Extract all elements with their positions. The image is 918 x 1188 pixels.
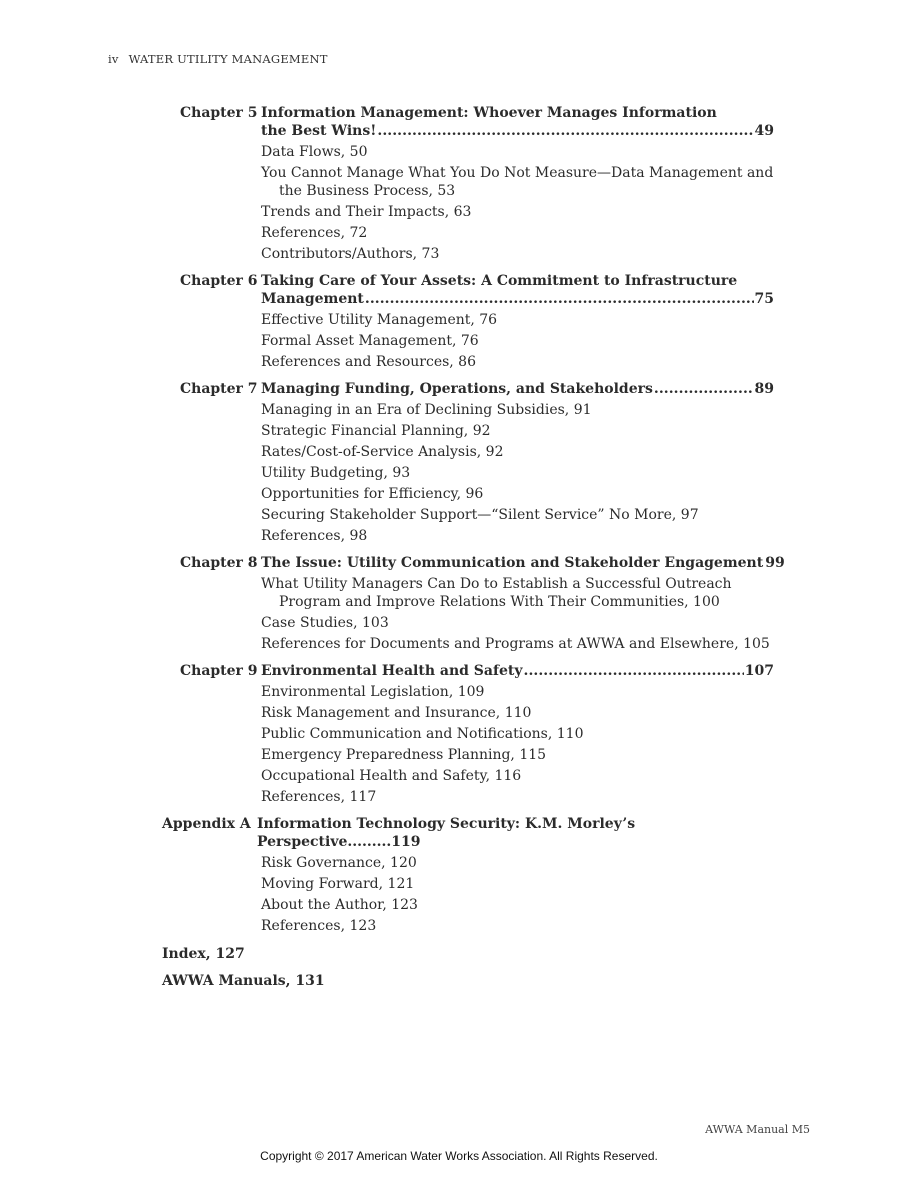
chapter-label: Chapter 8: [180, 555, 258, 571]
section-entry[interactable]: Formal Asset Management, 76: [261, 333, 479, 349]
section-entry[interactable]: References for Documents and Programs at AWWA and Elsewhere, 105: [261, 636, 770, 652]
dot-leader: [654, 380, 754, 398]
chapter-page-number: 89: [754, 381, 774, 397]
section-entry[interactable]: Public Communication and Notifications, 110: [261, 726, 584, 742]
section-entry[interactable]: What Utility Managers Can Do to Establish a Successful Outreach Program and Improve Relations With Their Communities, 100: [261, 576, 732, 610]
chapter-title-leader: [261, 290, 774, 308]
appendix-label: Appendix A: [162, 816, 251, 832]
back-matter-list: [162, 945, 325, 999]
chapter-page-number: 75: [754, 291, 774, 307]
section-entry[interactable]: Opportunities for Efficiency, 96: [261, 486, 484, 502]
section-entry[interactable]: Environmental Legislation, 109: [261, 684, 485, 700]
section-entry[interactable]: Risk Management and Insurance, 110: [261, 705, 532, 721]
toc-chapter-6: [0, 272, 918, 371]
running-head: [108, 52, 328, 66]
appendix-title[interactable]: [257, 815, 770, 851]
section-entry[interactable]: Strategic Financial Planning, 92: [261, 423, 491, 439]
chapter-title-line: The Issue: Utility Communication and Stakeholder Engagement: [261, 555, 764, 571]
chapter-title-line: Management: [261, 291, 364, 307]
chapter-title-line: Environmental Health and Safety: [261, 663, 523, 679]
section-entry[interactable]: Data Flows, 50: [261, 144, 368, 160]
section-entry[interactable]: Trends and Their Impacts, 63: [261, 204, 472, 220]
chapter-title-leader: [261, 662, 774, 680]
section-entry[interactable]: References, 72: [261, 225, 368, 241]
section-entry[interactable]: Risk Governance, 120: [261, 855, 417, 871]
chapter-title-line: Information Management: Whoever Manages Information: [261, 105, 717, 121]
section-list: [261, 143, 774, 263]
section-entry[interactable]: Moving Forward, 121: [261, 876, 415, 892]
section-entry[interactable]: Effective Utility Management, 76: [261, 312, 498, 328]
appendix-page-number: 119: [391, 834, 421, 850]
running-head-title: WATER UTILITY MANAGEMENT: [128, 52, 328, 66]
toc-chapter-7: [0, 380, 918, 545]
chapter-title-leader: [261, 554, 785, 572]
section-list: [261, 683, 774, 806]
section-entry[interactable]: References and Resources, 86: [261, 354, 476, 370]
dot-leader: [365, 290, 754, 308]
chapter-title[interactable]: [261, 104, 774, 140]
chapter-title-line: Taking Care of Your Assets: A Commitment to Infrastructure: [261, 273, 738, 289]
page-number: iv: [108, 52, 119, 66]
chapter-title[interactable]: [261, 554, 785, 572]
section-entry[interactable]: References, 98: [261, 528, 368, 544]
table-of-contents: [0, 104, 918, 944]
chapter-page-number: 99: [765, 555, 785, 571]
appendix-title-text: Information Technology Security: K.M. Morley’s Perspective: [257, 816, 636, 850]
dot-leader: [377, 122, 753, 140]
toc-appendix-a: [0, 815, 918, 935]
section-entry[interactable]: Utility Budgeting, 93: [261, 465, 411, 481]
chapter-title[interactable]: [261, 272, 774, 308]
section-entry[interactable]: Case Studies, 103: [261, 615, 389, 631]
section-entry[interactable]: Rates/Cost-of-Service Analysis, 92: [261, 444, 504, 460]
toc-chapter-5: [0, 104, 918, 263]
section-entry[interactable]: You Cannot Manage What You Do Not Measure—Data Management and the Business Process, 53: [261, 165, 774, 199]
chapter-title[interactable]: [261, 662, 774, 680]
index-entry[interactable]: Index, 127: [162, 946, 245, 962]
chapter-page-number: 49: [754, 123, 774, 139]
toc-chapter-8: [0, 554, 918, 653]
section-entry[interactable]: About the Author, 123: [261, 897, 418, 913]
section-entry[interactable]: Managing in an Era of Declining Subsidies, 91: [261, 402, 592, 418]
section-entry[interactable]: References, 117: [261, 789, 377, 805]
section-list: [261, 401, 774, 545]
section-entry[interactable]: Occupational Health and Safety, 116: [261, 768, 522, 784]
section-entry[interactable]: Securing Stakeholder Support—“Silent Service” No More, 97: [261, 507, 699, 523]
chapter-label: Chapter 9: [180, 663, 258, 679]
section-list: [261, 311, 774, 371]
chapter-title-leader: [261, 380, 774, 398]
chapter-title[interactable]: [261, 380, 774, 398]
chapter-label: Chapter 7: [180, 381, 258, 397]
section-entry[interactable]: Contributors/Authors, 73: [261, 246, 440, 262]
dot-leader: .........: [347, 834, 392, 850]
chapter-label: Chapter 6: [180, 273, 258, 289]
section-entry[interactable]: Emergency Preparedness Planning, 115: [261, 747, 547, 763]
manual-footer: AWWA Manual M5: [705, 1123, 810, 1136]
chapter-page-number: 107: [744, 663, 774, 679]
awwa-manuals-entry[interactable]: AWWA Manuals, 131: [162, 973, 325, 989]
chapter-title-leader: [261, 122, 774, 140]
section-entry[interactable]: References, 123: [261, 918, 377, 934]
chapter-title-line: the Best Wins!: [261, 123, 377, 139]
section-list: [261, 854, 770, 935]
chapter-label: Chapter 5: [180, 105, 258, 121]
chapter-title-line: Managing Funding, Operations, and Stakeholders: [261, 381, 653, 397]
copyright-notice: Copyright © 2017 American Water Works Association. All Rights Reserved.: [260, 1149, 658, 1163]
section-list: [261, 575, 774, 653]
dot-leader: [524, 662, 744, 680]
toc-chapter-9: [0, 662, 918, 806]
